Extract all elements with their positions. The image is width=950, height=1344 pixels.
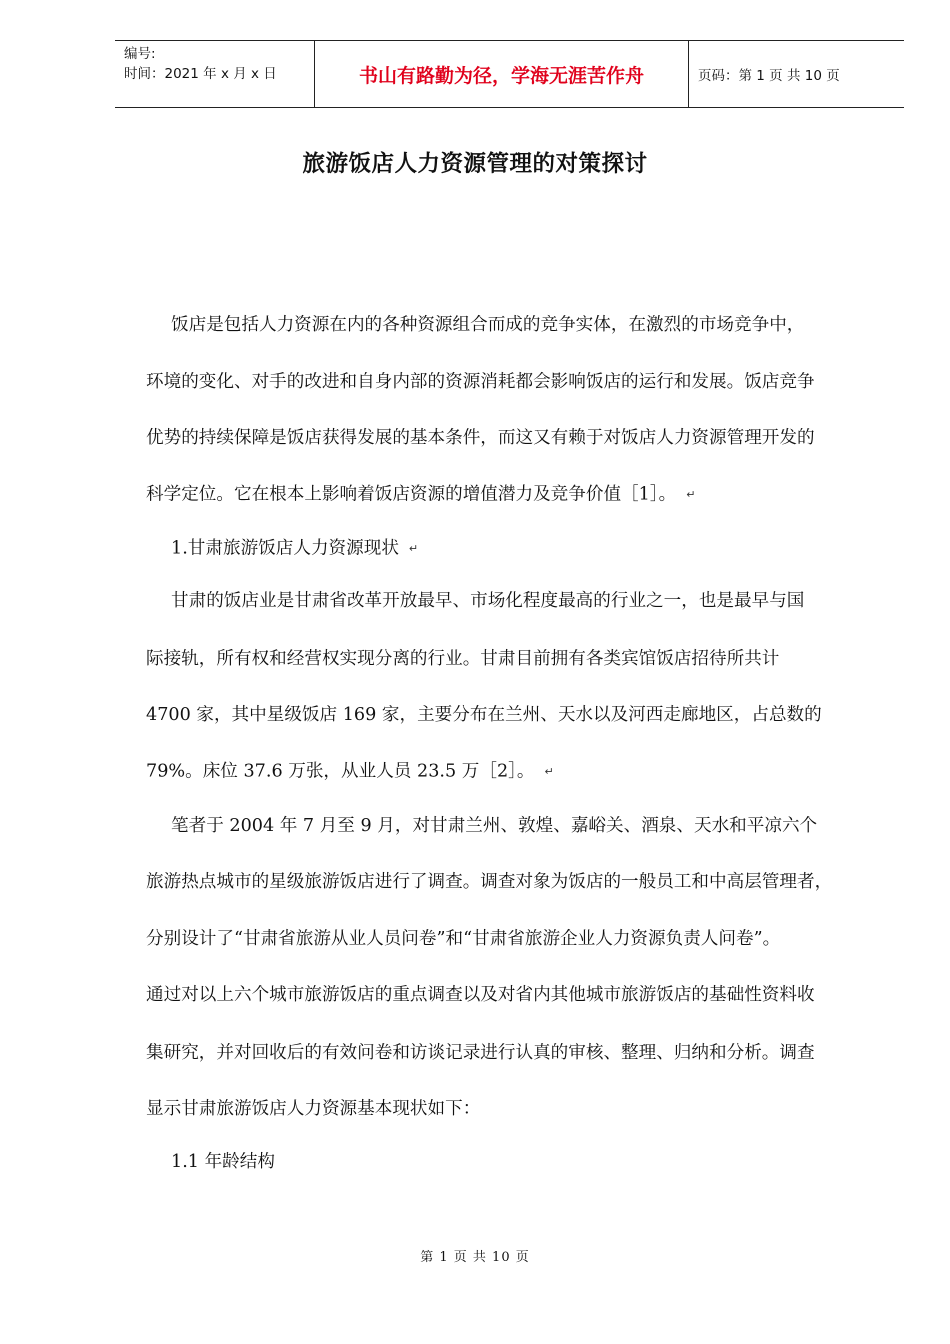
paragraph-line: 79%。床位 37.6 万张，从业人员 23.5 万［2］。 bbox=[146, 761, 535, 782]
paragraph-line: 集研究，并对回收后的有效问卷和访谈记录进行认真的审核、整理、归纳和分析。调查 bbox=[146, 1043, 815, 1063]
paragraph-line: 际接轨，所有权和经营权实现分离的行业。甘肃目前拥有各类宾馆饭店招待所共计 bbox=[146, 649, 780, 669]
paragraph-line: 4700 家，其中星级饭店 169 家，主要分布在兰州、天水以及河西走廊地区，占总数的 bbox=[146, 705, 822, 725]
paragraph-line: 饭店是包括人力资源在内的各种资源组合而成的竞争实体，在激烈的市场竞争中， bbox=[171, 315, 805, 335]
paragraph-mark-icon: ↵ bbox=[408, 542, 419, 555]
motto-text: 书山有路勤为径，学海无涯苦作舟 bbox=[358, 64, 644, 87]
header-meta-cell bbox=[115, 41, 315, 107]
time-label: 时间：2021 年 x 月 x 日 bbox=[124, 66, 277, 82]
header-table bbox=[115, 40, 904, 108]
code-label: 编号: bbox=[124, 46, 156, 62]
paragraph-line: 环境的变化、对手的改进和自身内部的资源消耗都会影响饭店的运行和发展。饭店竞争 bbox=[146, 372, 815, 392]
paragraph-mark-icon: ↵ bbox=[544, 765, 554, 778]
paragraph-line: 分别设计了“甘肃省旅游从业人员问卷”和“甘肃省旅游企业人力资源负责人问卷”。 bbox=[146, 929, 781, 949]
paragraph-line-with-mark bbox=[146, 758, 886, 786]
page-info: 页码：第 1 页 共 10 页 bbox=[698, 68, 840, 84]
paragraph-line-with-mark bbox=[146, 481, 886, 509]
paragraph-line: 笔者于 2004 年 7 月至 9 月，对甘肃兰州、敦煌、嘉峪关、酒泉、天水和平凉六个 bbox=[171, 816, 818, 836]
paragraph-line: 旅游热点城市的星级旅游饭店进行了调查。调查对象为饭店的一般员工和中高层管理者， bbox=[146, 872, 833, 892]
paragraph-line: 甘肃的饭店业是甘肃省改革开放最早、市场化程度最高的行业之一，也是最早与国 bbox=[171, 591, 805, 611]
section-heading-line bbox=[146, 535, 911, 563]
document-title: 旅游饭店人力资源管理的对策探讨 bbox=[302, 151, 648, 177]
paragraph-line: 显示甘肃旅游饭店人力资源基本现状如下： bbox=[146, 1099, 481, 1119]
paragraph-line: 通过对以上六个城市旅游饭店的重点调查以及对省内其他城市旅游饭店的基础性资料收 bbox=[146, 985, 815, 1005]
header-motto-cell bbox=[315, 41, 689, 107]
section-heading: 1.甘肃旅游饭店人力资源现状 bbox=[171, 538, 399, 559]
page-footer: 第 1 页 共 10 页 bbox=[420, 1250, 530, 1265]
header-page-cell bbox=[689, 41, 904, 107]
paragraph-line: 科学定位。它在根本上影响着饭店资源的增值潜力及竞争价值［1］。 bbox=[146, 484, 677, 505]
paragraph-line: 优势的持续保障是饭店获得发展的基本条件，而这又有赖于对饭店人力资源管理开发的 bbox=[146, 428, 815, 448]
subsection-heading: 1.1 年龄结构 bbox=[171, 1152, 275, 1172]
paragraph-mark-icon: ↵ bbox=[686, 488, 696, 501]
